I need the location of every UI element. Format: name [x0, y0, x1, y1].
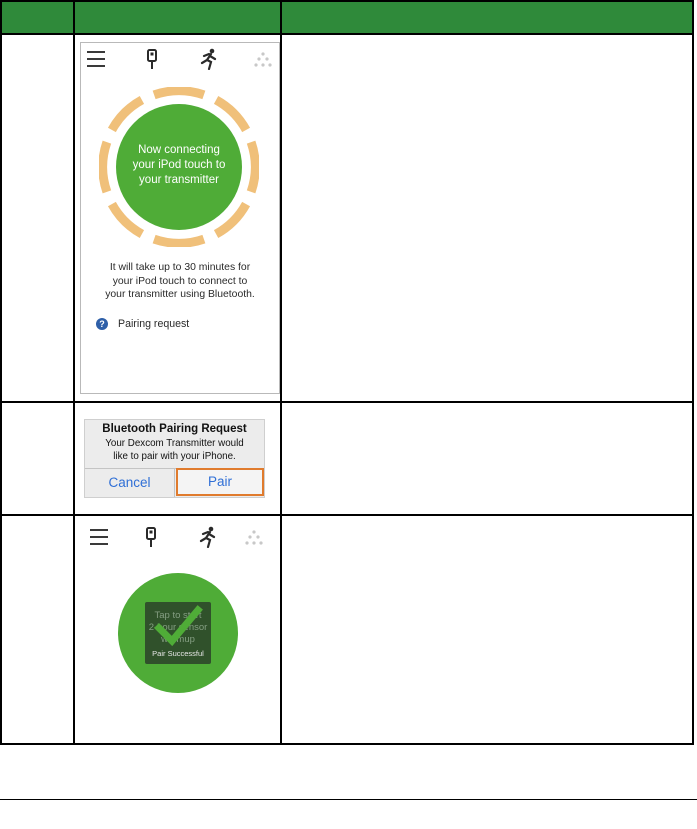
dialog-message: Your Dexcom Transmitter would like to pair with your iPhone.: [105, 438, 244, 462]
dialog-title: Bluetooth Pairing Request: [102, 423, 247, 435]
pair-successful-screenshot: [82, 523, 278, 741]
question-icon: ?: [96, 318, 108, 330]
pair-successful-overlay: [145, 602, 211, 664]
cancel-button[interactable]: Cancel: [108, 475, 151, 490]
menu-icon[interactable]: [90, 529, 108, 545]
checkmark-icon: [153, 604, 203, 648]
column-divider: [73, 2, 75, 743]
row-divider: [2, 514, 692, 516]
running-person-icon[interactable]: [199, 48, 219, 70]
menu-icon[interactable]: [87, 51, 105, 67]
footer-rule: [0, 799, 697, 800]
background-text: Tap to start 2-hour sensor warmup: [148, 610, 208, 645]
row-divider: [2, 33, 692, 35]
connecting-message: Now connecting your iPod touch to your transmitter: [132, 144, 226, 186]
header-cell-screen: [76, 2, 282, 33]
dots-icon[interactable]: [253, 51, 273, 69]
bluetooth-pairing-dialog: [84, 419, 265, 498]
dots-icon[interactable]: [244, 529, 264, 547]
row-divider: [2, 401, 692, 403]
header-cell-description: [282, 2, 688, 33]
dialog-button-divider: [174, 468, 175, 497]
pairing-request-label: Pairing request: [118, 318, 190, 330]
connecting-screenshot: [80, 42, 280, 394]
pairing-request-link[interactable]: [96, 317, 189, 331]
column-divider: [280, 2, 282, 743]
header-cell-step: [2, 2, 78, 33]
sensor-icon[interactable]: [144, 527, 158, 549]
connection-info: It will take up to 30 minutes for your iPod touch to connect to your transmitter using Bluetooth.: [105, 262, 255, 300]
pair-successful-label: Pair Successful: [152, 649, 204, 658]
running-person-icon[interactable]: [198, 526, 218, 548]
sensor-icon[interactable]: [145, 49, 159, 71]
pair-button[interactable]: Pair: [176, 468, 264, 496]
